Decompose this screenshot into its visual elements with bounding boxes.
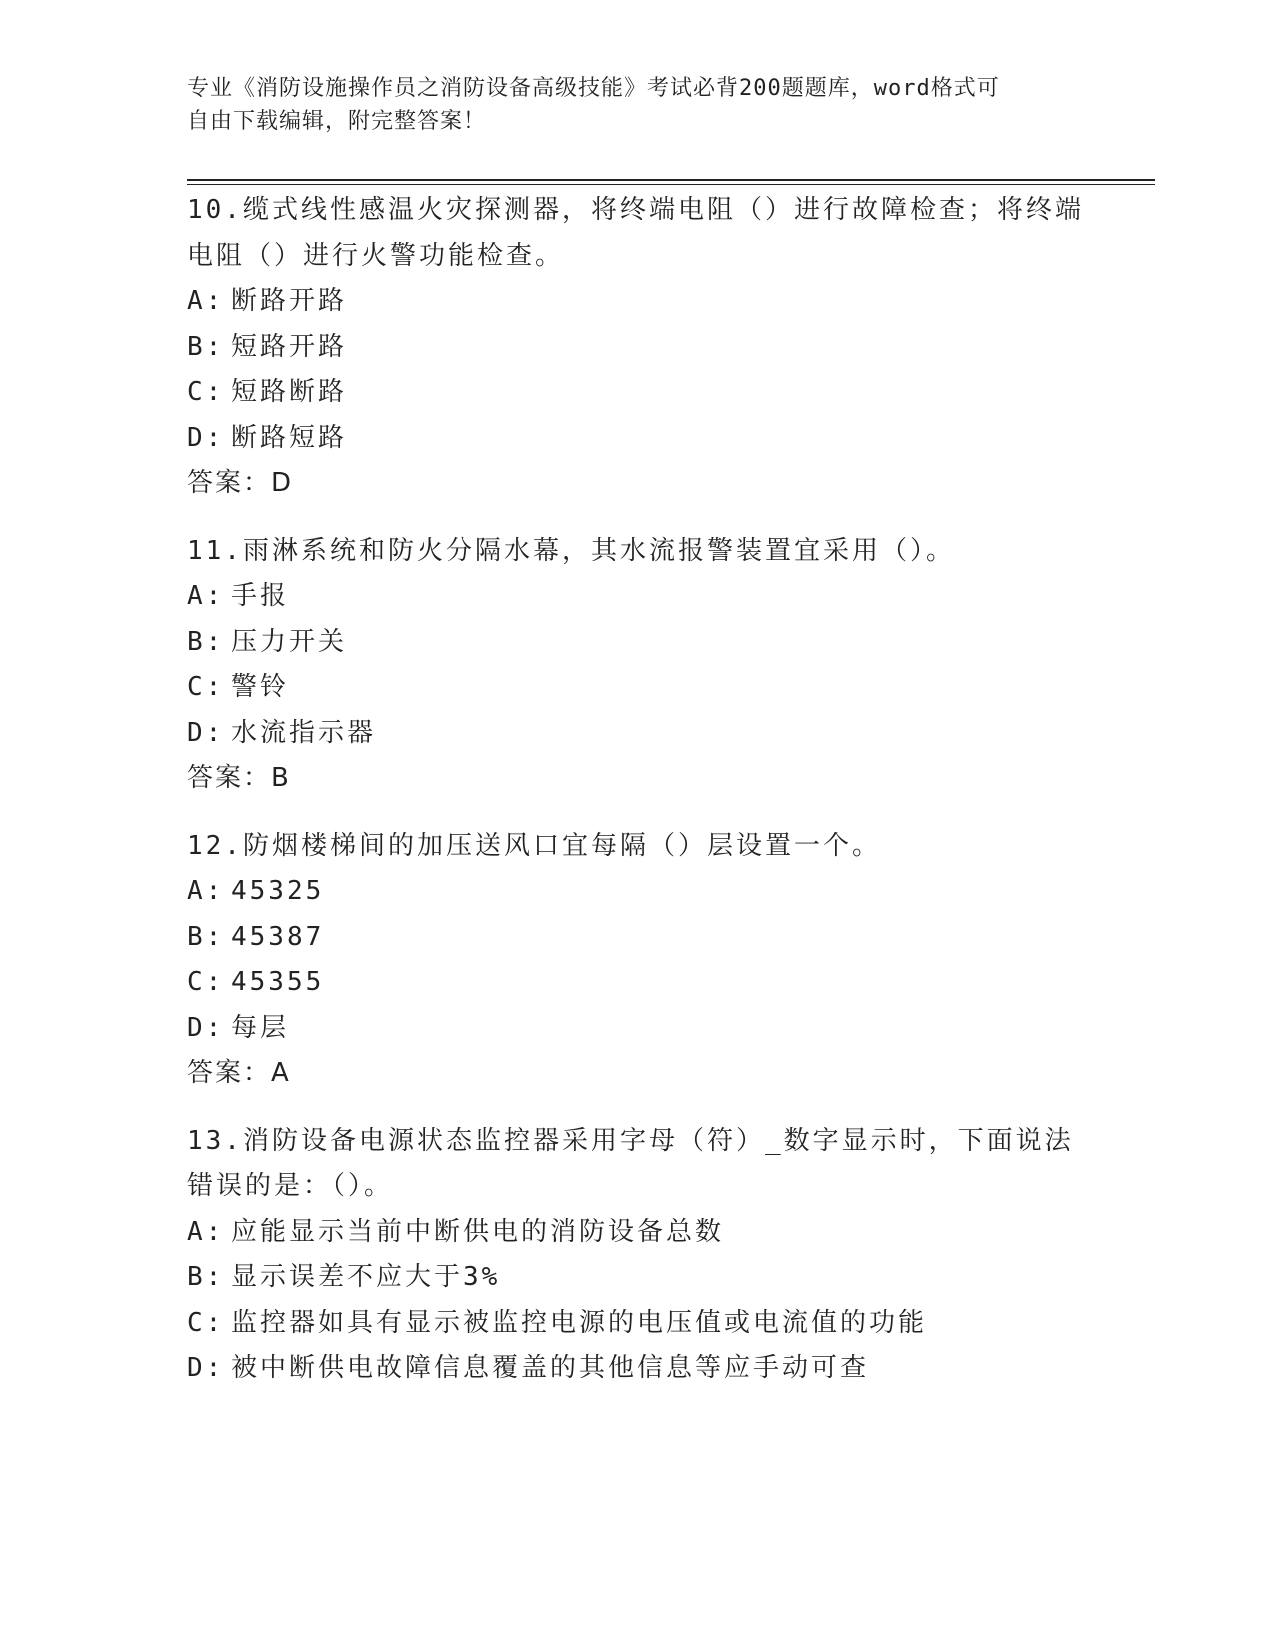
header-line-1: 专业《消防设施操作员之消防设备高级技能》考试必背200题题库，word格式可 [187,76,1000,101]
header-line-2: 自由下载编辑，附完整答案！ [187,109,487,134]
question-list [187,188,1127,1414]
option-text: 短路开路 [231,331,348,362]
option-letter: B: [187,626,225,657]
option-text: 应能显示当前中断供电的消防设备总数 [231,1216,725,1247]
question-10 [187,188,1127,507]
option-letter: A: [187,286,225,316]
header-divider-thin [187,184,1155,185]
option-letter: D: [187,422,225,453]
option-text: 水流指示器 [231,717,377,748]
answer-line: 答案：A [187,1058,291,1088]
option-c [187,370,1127,416]
option-letter: C: [187,377,225,407]
option-text: 警铃 [231,672,290,702]
option-text: 45325 [231,876,325,906]
option-c [187,665,1127,711]
option-letter: D: [187,1353,225,1383]
answer-line: 答案：B [187,763,291,793]
option-d [187,1346,1127,1392]
option-letter: A: [187,581,225,611]
option-c [187,1301,1127,1347]
option-letter: C: [187,967,225,997]
question-text: 13.消防设备电源状态监控器采用字母（符）_数字显示时，下面说法 [187,1125,1074,1156]
option-d [187,711,1127,757]
option-text: 手报 [231,581,290,611]
option-letter: B: [187,921,225,952]
option-text: 断路短路 [231,422,348,453]
option-d [187,416,1127,462]
question-text: 10.缆式线性感温火灾探测器，将终端电阻（）进行故障检查；将终端 [187,195,1084,225]
option-b [187,1255,1127,1301]
option-text: 每层 [231,1012,290,1043]
option-b [187,620,1127,666]
option-letter: C: [187,672,225,702]
option-letter: D: [187,1012,225,1043]
option-text: 监控器如具有显示被监控电源的电压值或电流值的功能 [231,1307,928,1338]
option-text: 被中断供电故障信息覆盖的其他信息等应手动可查 [231,1353,870,1383]
question-text: 12.防烟楼梯间的加压送风口宜每隔（）层设置一个。 [187,830,881,861]
option-letter: B: [187,1262,225,1292]
option-a [187,1210,1127,1256]
option-text: 45355 [231,967,325,997]
question-12 [187,824,1127,1097]
document-header [187,72,1087,138]
question-text: 11.雨淋系统和防火分隔水幕，其水流报警装置宜采用（）。 [187,535,955,566]
option-b [187,325,1127,371]
option-b [187,915,1127,961]
question-text: 错误的是：（）。 [187,1171,394,1201]
question-13 [187,1119,1127,1392]
option-c [187,960,1127,1006]
option-a [187,869,1127,915]
answer-line: 答案：D [187,468,294,498]
option-letter: A: [187,876,225,906]
option-text: 45387 [231,921,325,952]
option-letter: D: [187,717,225,748]
option-a [187,574,1127,620]
option-letter: A: [187,1216,225,1247]
option-text: 断路开路 [231,286,348,316]
option-text: 显示误差不应大于3% [231,1262,501,1292]
option-text: 短路断路 [231,377,348,407]
option-text: 压力开关 [231,626,348,657]
question-11 [187,529,1127,802]
option-letter: C: [187,1307,225,1338]
option-letter: B: [187,331,225,362]
question-text: 电阻（）进行火警功能检查。 [187,240,565,271]
option-a [187,279,1127,325]
option-d [187,1006,1127,1052]
header-divider-thick [187,179,1155,181]
